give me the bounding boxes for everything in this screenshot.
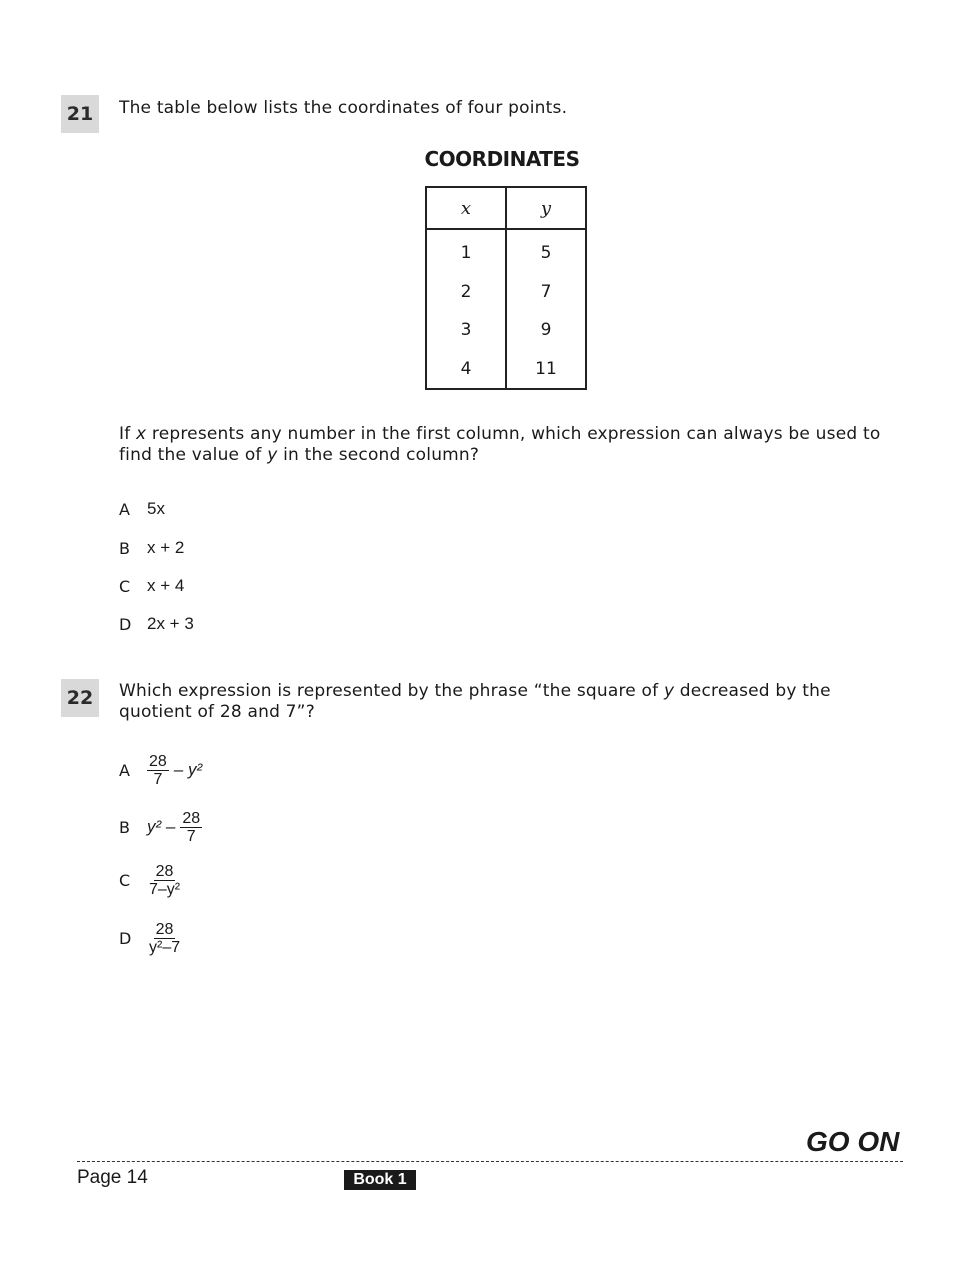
choice-expression: 2x + 3 [147, 614, 194, 633]
choice-letter: B [119, 817, 130, 837]
fraction [147, 863, 182, 898]
q22-choice-b[interactable] [119, 809, 202, 845]
fraction-numerator: 28 [149, 752, 167, 770]
table-cell: 4 [460, 358, 472, 379]
choice-expression: x + 4 [147, 576, 185, 595]
choice-expression: 5x [147, 499, 165, 518]
table-cell: 11 [506, 350, 586, 390]
table-row [426, 350, 586, 390]
fraction-numerator: 28 [155, 920, 174, 938]
q22-choice-a[interactable] [119, 752, 202, 788]
variable-x: x [136, 424, 147, 444]
table-title: COORDINATES [424, 147, 580, 171]
question-number-22: 22 [61, 679, 99, 717]
page-number: Page 14 [77, 1167, 148, 1188]
q21-choice-a[interactable] [119, 497, 165, 521]
fraction-denominator: 7 [153, 770, 163, 788]
fraction-denominator: 7–y² [149, 880, 181, 898]
table-cell: 1 [460, 243, 472, 264]
fraction-denominator: 7 [186, 827, 196, 845]
variable-y: y [663, 681, 675, 701]
go-on-label: GO ON [806, 1126, 900, 1157]
choice-expression-tail: – y² [173, 760, 203, 779]
prompt-text: represents any number in the first column, which expression can always be used to find the value of [119, 424, 881, 465]
choice-letter: D [119, 614, 132, 634]
stem-text: decreased by the quotient of 28 and 7”? [119, 681, 831, 722]
question-21-stem: The table below lists the coordinates of four points. [119, 98, 568, 118]
fraction [147, 753, 169, 788]
fraction [147, 921, 182, 956]
q21-choice-c[interactable] [119, 574, 184, 598]
question-number-21: 21 [61, 95, 99, 133]
choice-letter: D [119, 928, 132, 948]
variable-y: y [267, 445, 278, 465]
q22-choice-d[interactable] [119, 918, 182, 958]
choice-letter: C [119, 870, 131, 890]
choice-letter: C [119, 576, 131, 596]
table-cell: 7 [506, 273, 586, 312]
table-header-x: x [426, 187, 506, 229]
table-row [426, 273, 586, 312]
fraction-numerator: 28 [182, 809, 201, 827]
table-cell: 3 [460, 320, 472, 341]
table-header-y: y [506, 187, 586, 229]
table-cell: 2 [460, 281, 472, 302]
coordinates-table [425, 186, 587, 390]
q21-choice-d[interactable] [119, 612, 194, 636]
choice-letter: A [119, 760, 130, 780]
question-22-stem [119, 681, 839, 723]
q21-choice-b[interactable] [119, 536, 184, 560]
question-21-prompt [119, 424, 881, 466]
footer-divider [77, 1161, 903, 1162]
choice-expression-head: y² – [147, 817, 176, 836]
table-cell: 9 [506, 311, 586, 350]
prompt-text: in the second column? [277, 445, 480, 465]
q22-choice-c[interactable] [119, 860, 182, 900]
fraction [180, 810, 202, 845]
fraction-numerator: 28 [155, 862, 174, 880]
choice-letter: A [119, 499, 130, 519]
table-row [426, 229, 586, 273]
stem-text: Which expression is represented by the phrase “the square of [119, 681, 664, 701]
table-cell: 5 [506, 229, 586, 273]
choice-letter: B [119, 538, 130, 558]
choice-expression: x + 2 [147, 538, 185, 557]
prompt-text: If [119, 424, 137, 444]
table-row [426, 311, 586, 350]
book-label: Book 1 [344, 1170, 416, 1190]
fraction-denominator: y²–7 [149, 938, 181, 956]
